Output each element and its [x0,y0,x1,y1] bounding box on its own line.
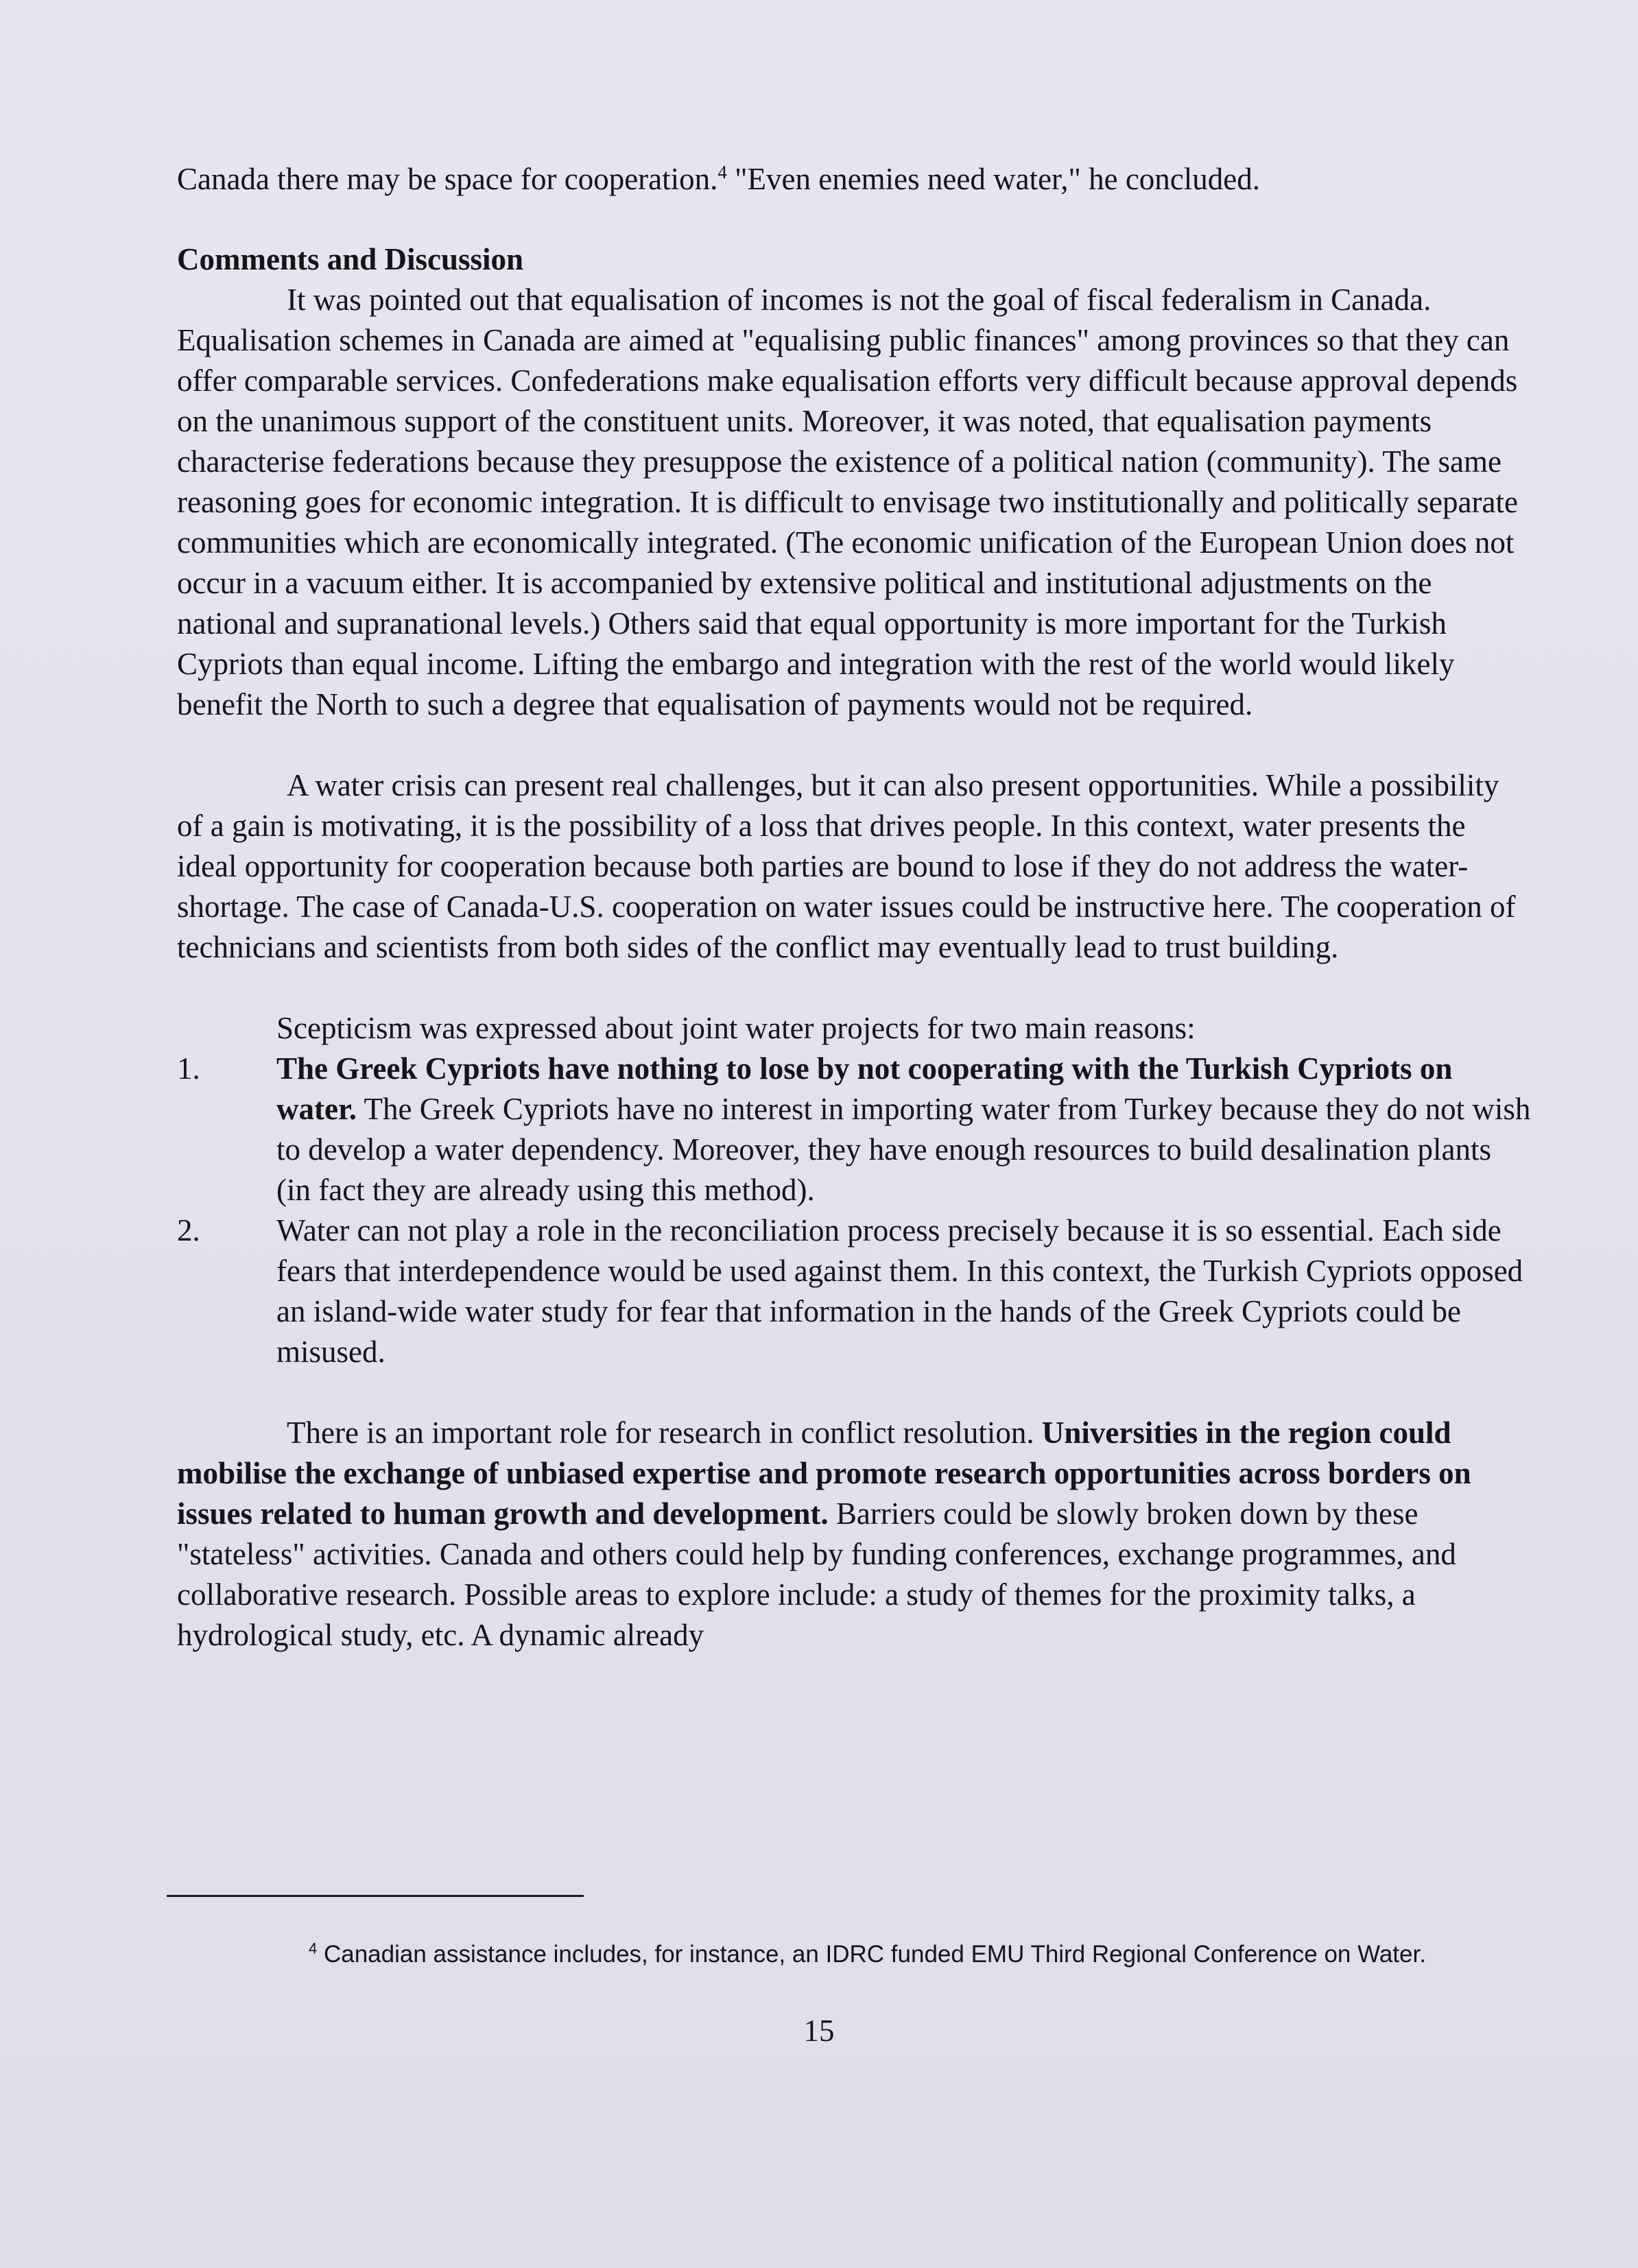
list-item-bold-text: The Greek Cypriots have nothing to lose by not cooperating with the Turkish Cypriots on water. [276,1051,1453,1126]
list-item-text: Water can not play a role in the reconciliation process precisely because it is so essential. Each side fears that interdependence would be used against them. In this context, the Turkish Cypriots opposed an island-wide water study for fear that information in the hands of the Greek Cypriots could be misused. [276,1213,1523,1369]
list-item-number: 2. [177,1213,200,1248]
list-item-text: The Greek Cypriots have no interest in importing water from Turkey because they do not wish to develop a water dependency. Moreover, they have enough resources to build desalination plants (in fact they are already using this method). [276,1092,1531,1207]
footnote-divider [167,1895,584,1897]
discussion-paragraph-water-crisis: A water crisis can present real challenges, but it can also present opportunities. While a possibility of a gain is motivating, it is the possibility of a loss that drives people. In this context, water presents the ideal opportunity for cooperation because both parties are bound to lose if they do not address the water-shortage. The case of Canada-U.S. cooperation on water issues could be instructive here. The cooperation of technicians and scientists from both sides of the conflict may eventually lead to trust building. [177,768,1516,964]
body-text [177,159,1532,1656]
research-bold-text: Universities in the region could mobilise the exchange of unbiased expertise and promote research opportunities across borders on issues related to human growth and development. [177,1416,1471,1531]
list-item-number: 1. [177,1051,200,1086]
research-paragraph [177,1413,1532,1656]
footnote [309,1939,1426,1970]
scepticism-intro: Scepticism was expressed about joint water projects for two main reasons: [276,1011,1196,1045]
research-lead-text: There is an important role for research in conflict resolution. [287,1416,1042,1450]
intro-text-after: "Even enemies need water," he concluded. [726,162,1260,196]
page-number: 15 [803,2014,835,2048]
list-item [177,1210,1532,1372]
discussion-paragraph-equalisation: It was pointed out that equalisation of incomes is not the goal of fiscal federalism in Canada. Equalisation schemes in Canada are aimed at "equalising public finances" among provinces so that they can offer comparable services. Confederations make equalisation efforts very difficult because approval depends on the unanimous support of the constituent units. Moreover, it was noted, that equalisation payments characterise federations because they presuppose the existence of a political nation (community). The same reasoning goes for economic integration. It is difficult to envisage two institutionally and politically separate communities which are economically integrated. (The economic unification of the European Union does not occur in a vacuum either. It is accompanied by extensive political and institutional adjustments on the national and supranational levels.) Others said that equal opportunity is more important for the Turkish Cypriots than equal income. Lifting the embargo and integration with the rest of the world would likely benefit the North to such a degree that equalisation of payments would not be required. [177,283,1518,721]
intro-paragraph [177,159,1532,200]
research-rest-text: Barriers could be slowly broken down by these "stateless" activities. Canada and others could help by funding conferences, exchange programmes, and collaborative research. Possible areas to explore include: a study of themes for the proximity talks, a hydrological study, etc. A dynamic already [177,1496,1456,1652]
footnote-reference: 4 [717,162,727,182]
list-item [177,1049,1532,1210]
footnote-text: Canadian assistance includes, for instance, an IDRC funded EMU Third Regional Conference on Water. [317,1941,1426,1968]
intro-text-before: Canada there may be space for cooperation. [177,162,718,196]
footnote-number: 4 [309,1939,318,1957]
section-heading: Comments and Discussion [177,242,524,276]
reasons-list [177,1049,1532,1372]
